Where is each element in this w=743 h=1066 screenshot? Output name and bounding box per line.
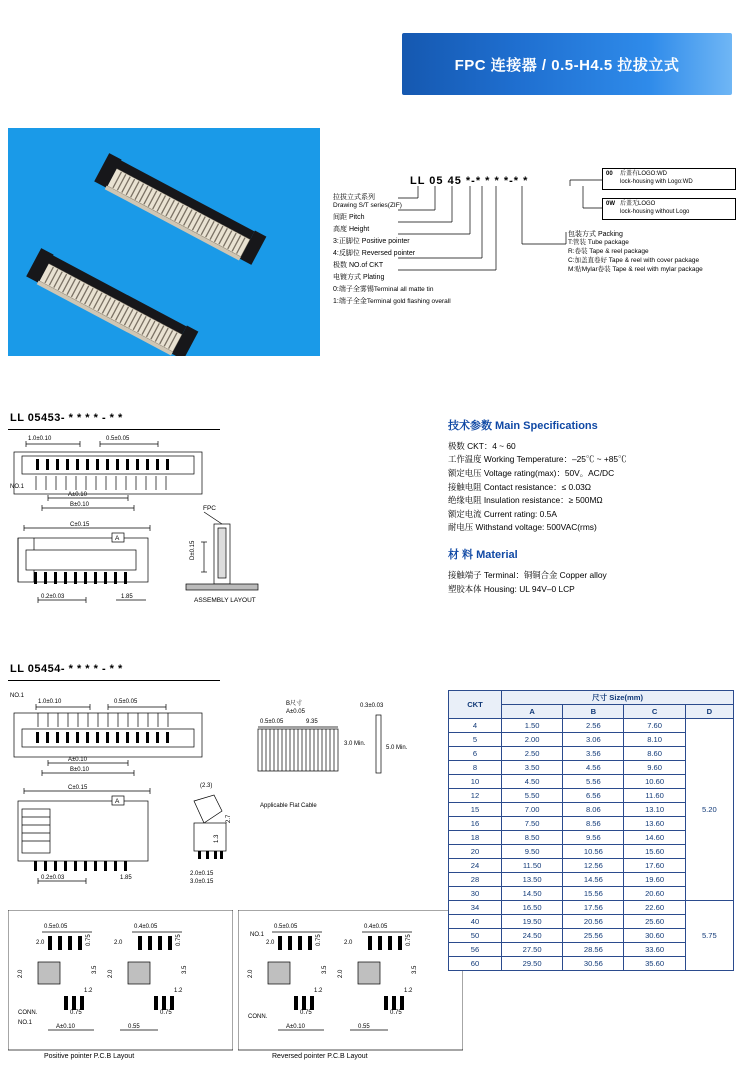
svg-text:A±0.10: A±0.10: [68, 757, 87, 763]
drawing-title-05453: LL 05453- * * * * - * *: [10, 412, 123, 424]
svg-text:1.2: 1.2: [174, 988, 183, 994]
svg-text:2.0: 2.0: [18, 969, 24, 978]
svg-text:3.0 Min.: 3.0 Min.: [344, 741, 366, 747]
legend-series: 拉拔立式系列 Drawing S/T series(ZIF): [333, 194, 402, 210]
svg-text:0.5±0.05: 0.5±0.05: [260, 719, 284, 725]
table-cell-b: 20.56: [563, 915, 624, 929]
table-cell-c: 15.60: [624, 845, 685, 859]
spec-item: 额定电压 Voltage rating(max)：50V。AC/DC: [448, 468, 615, 479]
table-cell-c: 8.10: [624, 733, 685, 747]
table-cell-a: 13.50: [502, 873, 563, 887]
table-row: [449, 719, 734, 733]
svg-text:0.5±0.05: 0.5±0.05: [114, 699, 138, 705]
table-cell-b: 12.56: [563, 859, 624, 873]
material-item: 接触端子 Terminal：铜铜合金 Copper alloy: [448, 569, 607, 580]
table-cell-a: 27.50: [502, 943, 563, 957]
svg-text:3.5: 3.5: [412, 965, 418, 974]
svg-text:CONN.: CONN.: [18, 1010, 38, 1016]
table-header-c: C: [624, 705, 685, 719]
svg-text:1.3: 1.3: [214, 834, 220, 843]
table-cell-a: 7.50: [502, 817, 563, 831]
table-header-ckt: CKT: [449, 691, 502, 719]
table-cell-c: 20.60: [624, 887, 685, 901]
table-cell-b: 17.56: [563, 901, 624, 915]
table-cell-b: 5.56: [563, 775, 624, 789]
table-cell-c: 10.60: [624, 775, 685, 789]
svg-text:1.85: 1.85: [121, 594, 133, 600]
table-cell-a: 1.50: [502, 719, 563, 733]
spec-item: 工作温度 Working Temperature：–25℃ ~ +85℃: [448, 454, 627, 465]
legend-plating: 电镀方式 Plating: [333, 274, 385, 281]
svg-text:0.75: 0.75: [176, 934, 182, 946]
pcb-caption-positive: Positive pointer P.C.B Layout: [44, 1053, 135, 1060]
table-cell-c: 8.60: [624, 747, 685, 761]
svg-text:0.4±0.05: 0.4±0.05: [364, 924, 388, 930]
svg-text:0.75: 0.75: [86, 934, 92, 946]
svg-text:NO.1: NO.1: [10, 693, 25, 699]
svg-text:0.4±0.05: 0.4±0.05: [134, 924, 158, 930]
table-cell-a: 5.50: [502, 789, 563, 803]
table-cell-b: 8.06: [563, 803, 624, 817]
svg-text:3.0±0.15: 3.0±0.15: [190, 879, 214, 885]
table-cell-ckt: 16: [449, 817, 502, 831]
table-cell-a: 14.50: [502, 887, 563, 901]
table-cell-ckt: 20: [449, 845, 502, 859]
part-number-explanation: [330, 140, 740, 365]
pcb-layout-positive: [8, 910, 233, 1060]
table-cell-d: 5.75: [685, 901, 733, 971]
logo-box-0w: 0W 后盖无LOGO lock-housing without Logo: [602, 198, 736, 220]
svg-text:NO.1: NO.1: [250, 932, 265, 938]
svg-text:0.75: 0.75: [390, 1010, 402, 1016]
svg-text:1.2: 1.2: [404, 988, 413, 994]
table-header-a: A: [502, 705, 563, 719]
legend-ckt: 极数 NO.of CKT: [333, 262, 384, 269]
table-cell-a: 9.50: [502, 845, 563, 859]
svg-text:2.0: 2.0: [266, 940, 275, 946]
table-cell-c: 33.60: [624, 943, 685, 957]
table-header-size: 尺寸 Size(mm): [502, 691, 734, 705]
table-cell-a: 2.00: [502, 733, 563, 747]
table-cell-ckt: 12: [449, 789, 502, 803]
svg-text:0.2±0.03: 0.2±0.03: [41, 875, 65, 881]
material-title: 材 料 Material: [448, 549, 518, 562]
svg-text:A±0.05: A±0.05: [286, 709, 305, 715]
table-cell-ckt: 4: [449, 719, 502, 733]
table-cell-b: 15.56: [563, 887, 624, 901]
svg-text:A: A: [115, 535, 120, 542]
size-table-wrapper: [448, 690, 734, 971]
table-cell-ckt: 34: [449, 901, 502, 915]
table-cell-ckt: 5: [449, 733, 502, 747]
page-title: FPC 连接器 / 0.5-H4.5 拉拔立式: [454, 56, 680, 74]
table-cell-b: 9.56: [563, 831, 624, 845]
svg-text:CONN.: CONN.: [248, 1014, 268, 1020]
table-cell-a: 7.00: [502, 803, 563, 817]
table-cell-c: 19.60: [624, 873, 685, 887]
table-cell-ckt: 56: [449, 943, 502, 957]
legend-packing: 包装方式 Packing T:管装 Tube package R:卷装 Tape & reel package C:加盖直卷好 Tape & reel with cover package M:贴Mylar卷装 Tape & reel with mylar package: [568, 231, 703, 273]
drawing-title-rule: [8, 429, 220, 430]
table-cell-b: 28.56: [563, 943, 624, 957]
svg-text:0.3±0.03: 0.3±0.03: [360, 703, 384, 709]
svg-text:2.0: 2.0: [108, 969, 114, 978]
table-cell-a: 19.50: [502, 915, 563, 929]
svg-text:3.5: 3.5: [322, 965, 328, 974]
svg-text:ASSEMBLY LAYOUT: ASSEMBLY LAYOUT: [194, 597, 256, 604]
table-cell-b: 25.56: [563, 929, 624, 943]
table-cell-ckt: 40: [449, 915, 502, 929]
part-number-code: LL 05 45 *-* * * *-* *: [410, 175, 529, 187]
svg-text:C±0.15: C±0.15: [70, 522, 90, 528]
table-cell-ckt: 30: [449, 887, 502, 901]
spec-title: 技术参数 Main Specifications: [448, 420, 598, 432]
svg-text:0.5±0.05: 0.5±0.05: [44, 924, 68, 930]
table-cell-ckt: 50: [449, 929, 502, 943]
svg-text:0.75: 0.75: [300, 1010, 312, 1016]
svg-text:2.0±0.15: 2.0±0.15: [190, 871, 214, 877]
table-cell-c: 13.60: [624, 817, 685, 831]
table-cell-c: 22.60: [624, 901, 685, 915]
legend-height: 高度 Height: [333, 226, 370, 233]
legend-reversed-pointer: 4:反脚位 Reversed pointer: [333, 250, 416, 257]
svg-text:2.0: 2.0: [114, 940, 123, 946]
product-photo: [8, 128, 320, 356]
table-cell-ckt: 6: [449, 747, 502, 761]
spec-item: 极数 CKT：4 ~ 60: [448, 440, 516, 451]
table-cell-c: 9.60: [624, 761, 685, 775]
svg-text:0.75: 0.75: [70, 1010, 82, 1016]
table-cell-d: 5.20: [685, 719, 733, 901]
svg-text:0.55: 0.55: [128, 1024, 140, 1030]
table-cell-a: 2.50: [502, 747, 563, 761]
svg-text:NO.1: NO.1: [10, 484, 25, 490]
table-cell-a: 11.50: [502, 859, 563, 873]
svg-text:0.5±0.05: 0.5±0.05: [274, 924, 298, 930]
table-cell-b: 8.56: [563, 817, 624, 831]
table-cell-b: 3.56: [563, 747, 624, 761]
svg-text:A±0.10: A±0.10: [56, 1024, 75, 1030]
table-cell-ckt: 24: [449, 859, 502, 873]
svg-text:B尺寸: B尺寸: [286, 701, 303, 707]
table-cell-a: 29.50: [502, 957, 563, 971]
svg-text:9.35: 9.35: [306, 719, 318, 725]
svg-text:3.5: 3.5: [182, 965, 188, 974]
table-cell-c: 17.60: [624, 859, 685, 873]
table-cell-c: 7.60: [624, 719, 685, 733]
table-cell-ckt: 15: [449, 803, 502, 817]
table-cell-b: 6.56: [563, 789, 624, 803]
legend-pitch: 间距 Pitch: [333, 214, 365, 221]
svg-text:2.0: 2.0: [344, 940, 353, 946]
table-cell-c: 14.60: [624, 831, 685, 845]
table-cell-c: 25.60: [624, 915, 685, 929]
spec-item: 接触电阻 Contact resistance：≤ 0.03Ω: [448, 481, 592, 492]
table-cell-b: 4.56: [563, 761, 624, 775]
table-cell-b: 3.06: [563, 733, 624, 747]
svg-text:B±0.10: B±0.10: [70, 502, 89, 508]
table-cell-b: 2.56: [563, 719, 624, 733]
specifications-section: [448, 418, 738, 596]
table-cell-b: 10.56: [563, 845, 624, 859]
table-row: [449, 901, 734, 915]
spec-item: 耐电压 Withstand voltage: 500VAC(rms): [448, 522, 597, 533]
svg-text:2.0: 2.0: [248, 969, 254, 978]
svg-text:1.2: 1.2: [314, 988, 323, 994]
table-cell-c: 30.60: [624, 929, 685, 943]
svg-text:0.5±0.05: 0.5±0.05: [106, 436, 130, 442]
drawing-05454: [8, 683, 438, 918]
svg-text:B±0.10: B±0.10: [70, 767, 89, 773]
svg-text:2.7: 2.7: [226, 814, 232, 823]
svg-text:0.2±0.03: 0.2±0.03: [41, 594, 65, 600]
svg-text:Applicable Flat Cable: Applicable Flat Cable: [260, 803, 317, 809]
table-cell-ckt: 10: [449, 775, 502, 789]
page-header: [402, 33, 732, 95]
table-header-b: B: [563, 705, 624, 719]
table-cell-c: 13.10: [624, 803, 685, 817]
svg-text:NO.1: NO.1: [18, 1020, 33, 1026]
table-cell-ckt: 60: [449, 957, 502, 971]
svg-text:0.75: 0.75: [160, 1010, 172, 1016]
logo-box-00: 00 后盖有LOGO:WD lock-housing with Logo:WD: [602, 168, 736, 190]
table-cell-ckt: 8: [449, 761, 502, 775]
spec-item: 额定电流 Current rating: 0.5A: [448, 508, 557, 519]
svg-text:5.0 Min.: 5.0 Min.: [386, 745, 408, 751]
pcb-layout-reversed: [238, 910, 463, 1060]
table-cell-b: 30.56: [563, 957, 624, 971]
svg-text:C±0.15: C±0.15: [68, 785, 88, 791]
svg-text:A±0.10: A±0.10: [286, 1024, 305, 1030]
material-item: 塑胶本体 Housing: UL 94V–0 LCP: [448, 583, 575, 594]
table-cell-a: 3.50: [502, 761, 563, 775]
svg-text:1.0±0.10: 1.0±0.10: [28, 436, 52, 442]
drawing-05453: [8, 432, 308, 657]
table-cell-a: 16.50: [502, 901, 563, 915]
table-cell-c: 11.60: [624, 789, 685, 803]
svg-text:D±0.15: D±0.15: [190, 540, 196, 560]
table-cell-a: 8.50: [502, 831, 563, 845]
svg-text:A: A: [115, 798, 120, 805]
svg-text:(2.3): (2.3): [200, 783, 213, 789]
drawing-title-05454: LL 05454- * * * * - * *: [10, 663, 123, 675]
table-cell-ckt: 18: [449, 831, 502, 845]
table-cell-c: 35.60: [624, 957, 685, 971]
drawing-title-rule-2: [8, 680, 220, 681]
connector-photo-svg: [8, 128, 320, 356]
table-cell-b: 14.56: [563, 873, 624, 887]
svg-text:0.75: 0.75: [406, 934, 412, 946]
table-cell-ckt: 28: [449, 873, 502, 887]
pcb-caption-reversed: Reversed pointer P.C.B Layout: [272, 1053, 368, 1060]
svg-text:FPC: FPC: [203, 505, 216, 512]
svg-text:1.2: 1.2: [84, 988, 93, 994]
svg-text:2.0: 2.0: [338, 969, 344, 978]
svg-text:2.0: 2.0: [36, 940, 45, 946]
table-header-d: D: [685, 705, 733, 719]
size-table: [448, 690, 734, 971]
svg-text:0.55: 0.55: [358, 1024, 370, 1030]
legend-plating-0: 0:端子全雾锡Terminal all matte tin: [333, 286, 434, 293]
svg-text:3.5: 3.5: [92, 965, 98, 974]
legend-positive-pointer: 3:正脚位 Positive pointer: [333, 238, 410, 245]
table-cell-a: 4.50: [502, 775, 563, 789]
legend-plating-1: 1:端子全金Terminal gold flashing overall: [333, 298, 451, 305]
svg-text:1.0±0.10: 1.0±0.10: [38, 699, 62, 705]
table-cell-a: 24.50: [502, 929, 563, 943]
svg-text:1.85: 1.85: [120, 875, 132, 881]
svg-text:0.75: 0.75: [316, 934, 322, 946]
spec-item: 绝缘电阻 Insulation resistance：≥ 500MΩ: [448, 495, 603, 506]
svg-text:A±0.10: A±0.10: [68, 492, 87, 498]
